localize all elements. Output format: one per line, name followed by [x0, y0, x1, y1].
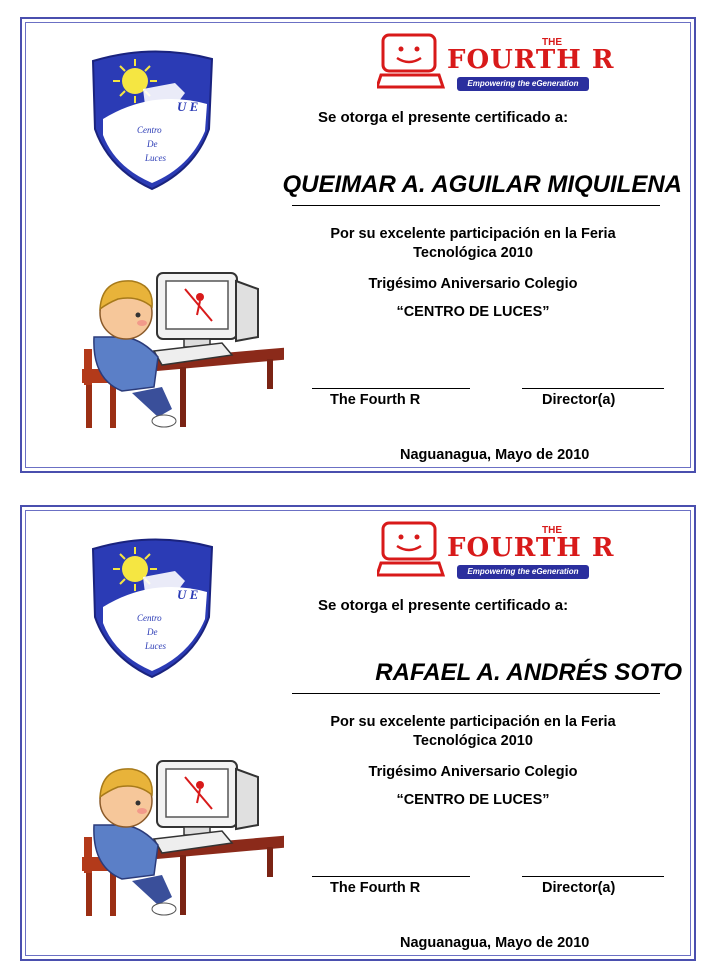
award-line: Se otorga el presente certificado a: [318, 597, 569, 614]
award-line: Se otorga el presente certificado a: [318, 109, 569, 126]
computer-mascot-icon [377, 519, 445, 579]
reason-line-1: Por su excelente participación en la Feria [330, 226, 616, 242]
signature-label-right: Director(a) [542, 880, 616, 896]
place-date: Naguanagua, Mayo de 2010 [400, 935, 590, 951]
school-name: “CENTRO DE LUCES” [396, 792, 550, 808]
signature-line-right [522, 388, 664, 389]
place-date: Naguanagua, Mayo de 2010 [400, 447, 590, 463]
logo-letters: U E [177, 587, 199, 602]
brand-name: FOURTH R [447, 533, 615, 563]
reason-line-1: Por su excelente participación en la Feria [330, 714, 616, 730]
name-underline [292, 205, 660, 206]
school-logo [85, 537, 220, 682]
reason-line-2: Tecnológica 2010 [413, 245, 533, 261]
signature-line-right [522, 876, 664, 877]
brand-the: THE [542, 525, 562, 536]
certificate-2 [20, 505, 696, 961]
reason-text [278, 713, 668, 751]
school-name: “CENTRO DE LUCES” [396, 304, 550, 320]
reason-line-2: Tecnológica 2010 [413, 733, 533, 749]
child-at-computer-illustration [62, 747, 284, 922]
recipient-name: QUEIMAR A. AGUILAR MIQUILENA [282, 171, 682, 198]
brand-tagline: Empowering the eGeneration [457, 77, 589, 91]
reason-text [278, 225, 668, 263]
signature-line-left [312, 388, 470, 389]
name-underline [292, 693, 660, 694]
logo-center-line-1: Centro [137, 613, 162, 623]
signature-label-left: The Fourth R [330, 392, 421, 408]
computer-mascot-icon [377, 31, 445, 91]
logo-center-line-3: Luces [145, 641, 166, 651]
fourth-r-brand [377, 519, 615, 585]
signature-label-left: The Fourth R [330, 880, 421, 896]
signature-line-left [312, 876, 470, 877]
logo-letters: U E [177, 99, 199, 114]
logo-center-line-2: De [147, 627, 158, 637]
brand-name: FOURTH R [447, 45, 615, 75]
logo-center-line-1: Centro [137, 125, 162, 135]
recipient-name: RAFAEL A. ANDRÉS SOTO [375, 659, 682, 686]
anniversary-line: Trigésimo Aniversario Colegio [368, 276, 578, 292]
logo-center-line-3: Luces [145, 153, 166, 163]
logo-center-line-2: De [147, 139, 158, 149]
brand-tagline: Empowering the eGeneration [457, 565, 589, 579]
brand-the: THE [542, 37, 562, 48]
child-at-computer-illustration [62, 259, 284, 434]
signature-label-right: Director(a) [542, 392, 616, 408]
school-logo [85, 49, 220, 194]
certificate-1 [20, 17, 696, 473]
anniversary-line: Trigésimo Aniversario Colegio [368, 764, 578, 780]
fourth-r-brand [377, 31, 615, 97]
